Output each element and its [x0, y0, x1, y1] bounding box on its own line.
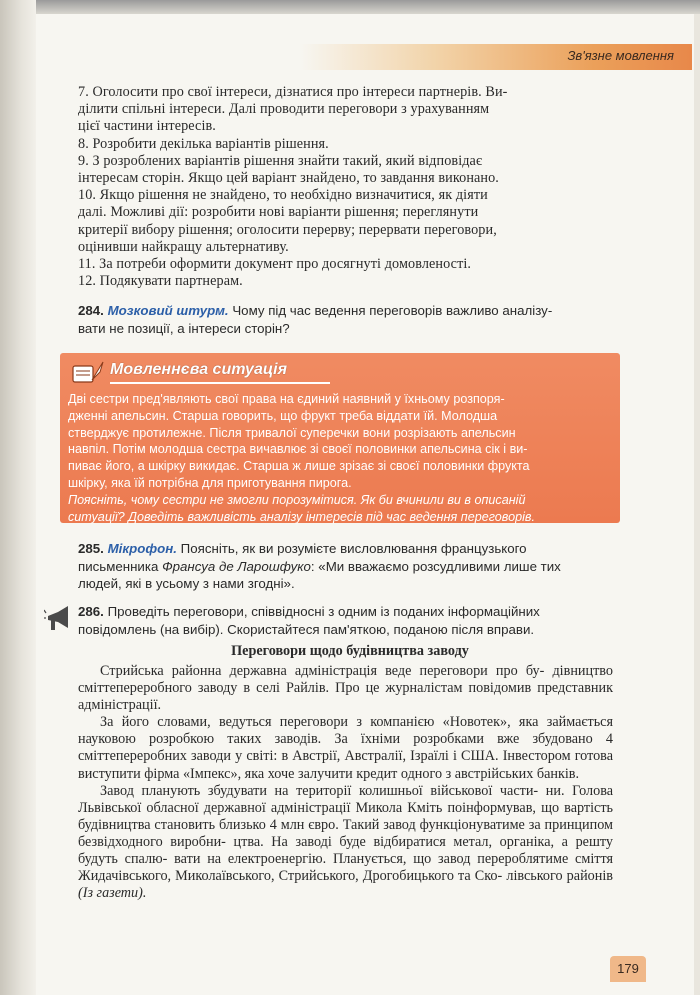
- step-line: 10. Якщо рішення не знайдено, то необхідно визначитися, як діяти: [78, 187, 488, 204]
- binding-shadow: [0, 0, 36, 995]
- task-keyword: Мозковий штурм.: [107, 303, 229, 318]
- article-paragraph: [78, 714, 613, 782]
- task-number: 284.: [78, 303, 104, 318]
- section-header: [300, 44, 692, 70]
- scroll-quill-icon: [70, 360, 106, 386]
- article-line: поінформував, що вартість будівництва становить близько 4 млн євро.: [78, 799, 614, 833]
- article-source: (Із газети).: [78, 885, 147, 902]
- step-line: 11. За потреби оформити документ про досягнуті домовленості.: [78, 256, 472, 273]
- situation-line: дженні апельсин. Старша говорить, що фрукт треба віддати їй. Молодша: [68, 408, 498, 423]
- step-line: цієї частини інтересів.: [78, 118, 216, 135]
- step-line: далі. Можливі дії: розробити нові варіанти рішення; переглянути: [78, 204, 479, 221]
- article-line: цтва. На заводі буде відбиратися метал, органіка, а решту будуть спалю-: [78, 833, 613, 868]
- situation-question: ситуації? Доведіть важливість аналізу інтересів під час ведення переговорів.: [68, 509, 535, 524]
- article-line: Такий завод функціонуватиме за принципом безвідходного виробни-: [78, 816, 613, 850]
- negotiation-steps: [78, 84, 613, 290]
- task-286: [78, 603, 618, 638]
- article-line: вати на електроенергію. Планується, що завод перероблятиме сміття: [174, 851, 613, 868]
- task-text: вати не позиції, а інтереси сторін?: [78, 320, 290, 336]
- article-line: дівництво сміттепереробного заводу в селі Райлів. Про це журналістам: [78, 663, 614, 697]
- article-line: Завод планують збудувати на території колишньої військової части-: [100, 782, 539, 799]
- article-line: вже збудовано 4 сміттепереробних заводи у світі: в Австрії, Австралії,: [78, 731, 613, 765]
- task-text: людей, які в усьому з нами згодні».: [78, 576, 295, 591]
- situation-line: навпіл. Потім молодша сестра вичавлює зі своєї половинки апельсина сік і ви-: [68, 442, 528, 457]
- situation-question: Поясніть, чому сестри не змогли порозумітися. Як би вчинили ви в описаній: [68, 492, 526, 507]
- book-top-edge: [0, 0, 700, 14]
- situation-header: [70, 360, 370, 384]
- situation-text: [68, 391, 616, 525]
- task-text: Проведіть переговори, співвідносні з одним із поданих інформаційних: [107, 604, 540, 619]
- task-text: : «Ми вважаємо розсудливими лише тих: [310, 558, 561, 574]
- page-number: 179: [610, 956, 646, 982]
- speech-situation-box: [60, 353, 620, 523]
- step-line: 8. Розробити декілька варіантів рішення.: [78, 135, 329, 152]
- article-line: залучити кредит одного з австрійських банків.: [297, 765, 580, 782]
- situation-line: пиває його, а шкірку викидає. Старша ж лише зрізає зі своєї половинки фрукта: [68, 459, 530, 474]
- article-line: займається науковою розробкою таких заводів. За їхніми розробками: [78, 714, 613, 748]
- article-line: ни. Голова Львівської обласної державної адміністрації Микола Кміть: [78, 782, 614, 816]
- task-text: Поясніть, як ви розумієте висловлювання французького: [180, 541, 527, 556]
- situation-line: стверджує протилежне. Після тривалої суперечки вони розрізають апельсин: [68, 425, 516, 440]
- step-line: оцінивши найкращу альтернативу.: [78, 238, 289, 255]
- task-text: повідомлень (на вибір). Скористайтеся пам'яткою, поданою після вправи.: [78, 621, 535, 637]
- step-line: 7. Оголосити про свої інтереси, дізнатися про інтереси партнерів. Ви-: [78, 84, 508, 100]
- article-line: Стрийська районна державна адміністрація веде переговори про бу-: [100, 663, 545, 679]
- task-285: [78, 540, 618, 593]
- step-line: інтересам сторін. Якщо цей варіант знайдено, то завдання виконано.: [78, 170, 499, 187]
- article-line: повідомив представник адміністрації.: [78, 680, 613, 714]
- megaphone-icon: [44, 604, 72, 634]
- step-line: 12. Подякувати партнерам.: [78, 273, 243, 290]
- article-line: За його словами, ведуться переговори з компанією «Новотек», яка: [100, 714, 539, 731]
- situation-line: шкірку, яка їй потрібна для приготування пирога.: [68, 475, 352, 490]
- task-number: 285.: [78, 541, 104, 556]
- task-284: [78, 302, 618, 337]
- article-paragraph: [78, 783, 613, 903]
- article-paragraph: [78, 663, 613, 714]
- task-text: письменника: [78, 558, 163, 574]
- task-text: Чому під час ведення переговорів важливо аналізу-: [232, 303, 553, 318]
- article-title: Переговори щодо будівництва заводу: [231, 643, 469, 659]
- task-number: 286.: [78, 604, 104, 619]
- article-line: Жидачівського, Миколаївського, Стрийського, Дрогобицького та Ско-: [78, 868, 503, 885]
- title-underline: [110, 382, 330, 384]
- step-line: ділити спільні інтереси. Далі проводити переговори з урахуванням: [78, 101, 490, 118]
- step-line: критерії вибору рішення; оголосити перерву; перервати переговори,: [78, 221, 497, 238]
- step-line: 9. З розроблених варіантів рішення знайти такий, який відповідає: [78, 152, 483, 169]
- situation-line: Дві сестри пред'являють свої права на єдиний наявний у їхньому розпоря-: [68, 392, 505, 406]
- quote-author: Франсуа де Ларошфуко: [162, 558, 311, 574]
- section-title: Зв'язне мовлення: [567, 48, 674, 63]
- article-line: лівського районів: [506, 868, 613, 885]
- article-line: Ізраїлі і США. Інвестором готова виступити фірма «Імпекс», яка хоче: [78, 748, 613, 782]
- task-keyword: Мікрофон.: [107, 541, 177, 556]
- situation-title: Мовленнєва ситуація: [110, 361, 288, 378]
- article-body: [78, 663, 613, 902]
